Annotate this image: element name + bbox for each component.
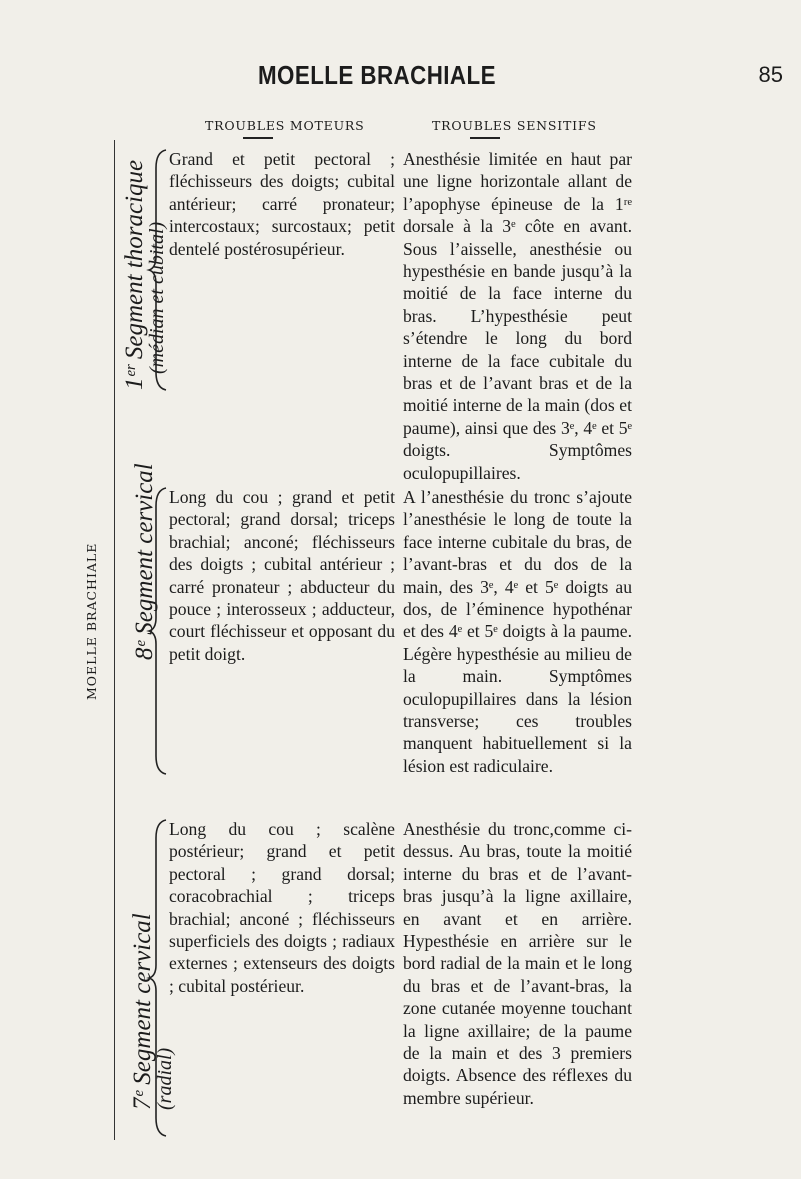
brace-icon (146, 818, 168, 1138)
page-number: 85 (758, 62, 783, 87)
side-running-label: MOELLE BRACHIALE (84, 542, 99, 700)
column-header-motor-rule (243, 137, 273, 139)
page-header (0, 60, 801, 100)
running-title: MOELLE BRACHIALE (258, 60, 496, 90)
segment-nerves: (médian et cubital) (146, 221, 168, 374)
segment-name: 7ᵉ Segment cervical (129, 913, 156, 1110)
column-header-sensory: TROUBLES SENSITIFS (432, 118, 597, 133)
column-header-sensory-rule (470, 137, 500, 139)
segment-nerves: (radial) (154, 1047, 176, 1110)
brace-icon (146, 148, 168, 392)
brace-icon (146, 486, 168, 776)
sensory-cell-t1: Anesthésie limitée en haut par une ligne horizontale allant de l’apophyse épineuse de la 1ʳᵉ dorsale à la 3ᵉ côte en avant. Sous l’aisselle, anesthésie ou hypesthésie en bande jusqu’à la moitié de la face interne du bras. L’hypesthésie peut s’étendre le long du bord interne de la face cubitale du bras et de l’avant bras et de la moitié interne de la main (dos et paume), ainsi que des 3ᵉ, 4ᵉ et 5ᵉ doigts. Symptômes oculopupillaires. (403, 149, 632, 483)
segment-name: 1ᵉʳ Segment thoracique (121, 159, 148, 390)
segment-name: 8ᵉ Segment cervical (131, 463, 158, 660)
motor-cell-t1: Grand et petit pectoral ; fléchisseurs des doigts; cubital antérieur; carré pronateur; intercostaux; surcostaux; petit dentelé postérosupérieur. (169, 149, 395, 259)
motor-cell-c7: Long du cou ; scalène postérieur; grand et petit pectoral ; grand dorsal; coracobrachial ; triceps brachial; anconé ; fléchisseurs superficiels des doigts ; radiaux externes ; extenseurs des doigts ; cubital postérieur. (169, 819, 395, 996)
motor-cell-c8: Long du cou ; grand et petit pectoral; grand dorsal; triceps brachial; anconé; fléchisseurs des doigts ; cubital antérieur ; carré pronateur ; abducteur du pouce ; interosseux ; adducteur, court fléchisseur et opposant du petit doigt. (169, 487, 395, 664)
table-left-rule (114, 140, 115, 1140)
sensory-cell-c8: A l’anesthésie du tronc s’ajoute l’anesthésie le long de toute la face interne cubitale du bras, de l’avant-bras et du dos de la main, des 3ᵉ, 4ᵉ et 5ᵉ doigts au dos, de l’éminence hypothénar et des 4ᵉ et 5ᵉ doigts à la paume. Légère hypesthésie au milieu de la main. Symptômes oculopupillaires dans la lésion transverse; ces troubles manquent habituellement si la lésion est radiculaire. (403, 487, 632, 776)
sensory-cell-c7: Anesthésie du tronc,comme ci-dessus. Au bras, toute la moitié interne du bras et de l’avant-bras jusqu’à la ligne axillaire, en avant et en arrière. Hypesthésie en arrière sur le bord radial de la main et le long du bras et de l’avant-bras, la zone cutanée moyenne touchant la ligne axillaire; de la paume de la main et des 3 premiers doigts. Absence des réflexes du membre supérieur. (403, 819, 632, 1108)
column-header-motor: TROUBLES MOTEURS (205, 118, 365, 133)
